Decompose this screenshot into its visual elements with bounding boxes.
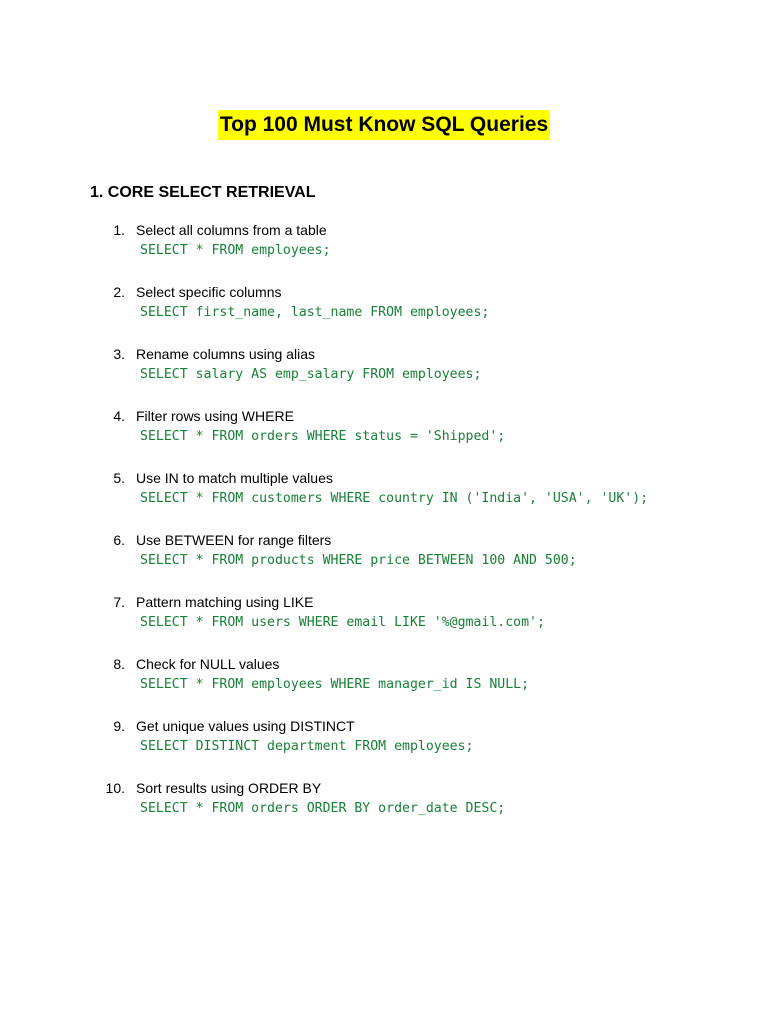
- query-sql-code: SELECT * FROM users WHERE email LIKE '%@gmail.com';: [140, 615, 545, 630]
- query-description: Get unique values using DISTINCT: [136, 718, 355, 734]
- query-description: Filter rows using WHERE: [136, 408, 294, 424]
- query-sql-code: SELECT * FROM employees;: [140, 243, 331, 258]
- query-number: 4.: [113, 408, 125, 424]
- query-item: [0, 407, 768, 469]
- query-number: 1.: [113, 222, 125, 238]
- page-title: Top 100 Must Know SQL Queries: [218, 110, 550, 140]
- query-sql-code: SELECT salary AS emp_salary FROM employees;: [140, 367, 482, 382]
- query-description: Rename columns using alias: [136, 346, 315, 362]
- query-sql-code: SELECT * FROM customers WHERE country IN ('India', 'USA', 'UK');: [140, 491, 649, 506]
- query-number: 2.: [113, 284, 125, 300]
- query-number: 9.: [113, 718, 125, 734]
- query-description: Use IN to match multiple values: [136, 470, 333, 486]
- query-description: Check for NULL values: [136, 656, 280, 672]
- query-description: Sort results using ORDER BY: [136, 780, 322, 796]
- query-sql-code: SELECT * FROM employees WHERE manager_id IS NULL;: [140, 677, 530, 692]
- query-item: [0, 469, 768, 531]
- query-item: [0, 283, 768, 345]
- query-item: [0, 221, 768, 283]
- query-sql-code: SELECT * FROM orders ORDER BY order_date DESC;: [140, 801, 506, 816]
- query-sql-code: SELECT first_name, last_name FROM employees;: [140, 305, 490, 320]
- query-item: [0, 655, 768, 717]
- query-sql-code: SELECT * FROM products WHERE price BETWEEN 100 AND 500;: [140, 553, 577, 568]
- query-number: 7.: [113, 594, 125, 610]
- query-item: [0, 345, 768, 407]
- query-number: 3.: [113, 346, 125, 362]
- query-description: Select all columns from a table: [136, 222, 327, 238]
- query-item: [0, 531, 768, 593]
- query-sql-code: SELECT * FROM orders WHERE status = 'Shipped';: [140, 429, 506, 444]
- query-list: [0, 221, 768, 841]
- query-number: 5.: [113, 470, 125, 486]
- query-description: Pattern matching using LIKE: [136, 594, 314, 610]
- title-container: [0, 110, 768, 140]
- query-description: Use BETWEEN for range filters: [136, 532, 332, 548]
- query-item: [0, 593, 768, 655]
- query-item: [0, 717, 768, 779]
- query-number: 6.: [113, 532, 125, 548]
- section-heading: 1. CORE SELECT RETRIEVAL: [90, 184, 316, 201]
- query-number: 10.: [105, 780, 125, 796]
- query-sql-code: SELECT DISTINCT department FROM employees;: [140, 739, 474, 754]
- query-number: 8.: [113, 656, 125, 672]
- query-description: Select specific columns: [136, 284, 282, 300]
- query-item: [0, 779, 768, 841]
